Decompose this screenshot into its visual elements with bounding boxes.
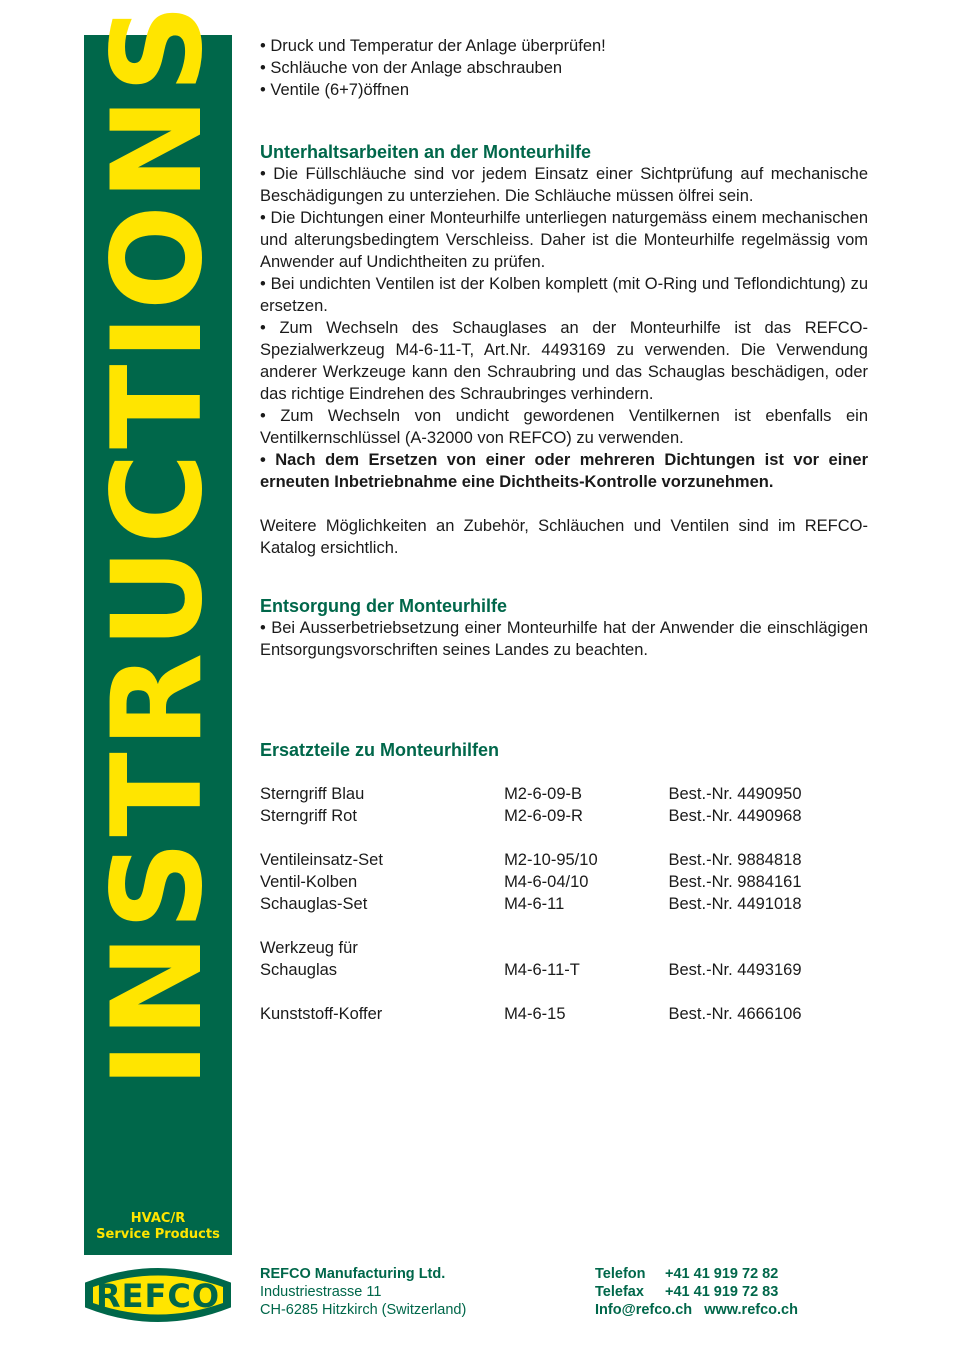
part-name: Ventileinsatz-Set xyxy=(260,851,383,869)
part-name: Schauglas xyxy=(260,961,338,979)
part-code: M4-6-11-T xyxy=(504,961,580,979)
intro-list xyxy=(260,35,868,101)
table-row xyxy=(260,937,868,959)
company-name: REFCO Manufacturing Ltd. xyxy=(260,1266,446,1282)
order-number: Best.-Nr. 9884161 xyxy=(668,873,802,891)
part-code: M2-10-95/10 xyxy=(504,851,598,869)
order-number: Best.-Nr. 4493169 xyxy=(668,961,802,979)
parts-table xyxy=(260,783,868,1025)
brand-tagline xyxy=(84,1211,232,1243)
table-row xyxy=(260,849,868,871)
website-link[interactable]: www.refco.ch xyxy=(704,1302,798,1318)
part-name: Kunststoff-Koffer xyxy=(260,1005,383,1023)
phone-line xyxy=(595,1265,798,1283)
part-name xyxy=(260,827,504,849)
part-name xyxy=(260,915,504,937)
part-name: Sterngriff Blau xyxy=(260,785,365,803)
order-number: Best.-Nr. 4491018 xyxy=(668,895,802,913)
part-code: M4-6-04/10 xyxy=(504,873,589,891)
main-content xyxy=(260,35,868,1025)
catalog-note: Weitere Möglichkeiten an Zubehör, Schläuchen und Ventilen sind im REFCO-Katalog ersichtlich. xyxy=(260,517,868,557)
maintenance-warning: • Nach dem Ersetzen von einer oder mehreren Dichtungen ist vor einer erneuten Inbetriebnahme eine Dichtheits-Kontrolle vorzunehmen. xyxy=(260,451,868,491)
list-item: • Ventile (6+7)öffnen xyxy=(260,81,410,99)
tagline-line-1: HVAC/R xyxy=(130,1211,186,1226)
list-item: • Druck und Temperatur der Anlage überprüfen! xyxy=(260,37,606,55)
part-code: M2-6-09-B xyxy=(504,785,583,803)
refco-logo-text: REFCO xyxy=(95,1277,221,1315)
part-code: M2-6-09-R xyxy=(504,807,583,825)
table-row xyxy=(260,981,868,1003)
order-number xyxy=(669,937,869,959)
parts-heading: Ersatzteile zu Monteurhilfen xyxy=(260,740,500,760)
order-number xyxy=(669,827,869,849)
part-code xyxy=(504,937,668,959)
order-number: Best.-Nr. 4490968 xyxy=(668,807,802,825)
phone-number: +41 41 919 72 82 xyxy=(665,1266,779,1282)
table-row xyxy=(260,1003,868,1025)
email-link[interactable]: Info@refco.ch xyxy=(595,1302,693,1318)
part-name xyxy=(260,981,504,1003)
maintenance-paragraph: • Die Dichtungen einer Monteurhilfe unterliegen naturgemäss einem mechanischen und alterungsbedingtem Verschleiss. Daher ist die Monteurhilfe regelmässig vom Anwender auf Undichtheiten zu prüfen. xyxy=(260,209,868,271)
order-number: Best.-Nr. 4666106 xyxy=(668,1005,802,1023)
sidebar-title: INSTRUCTIONS xyxy=(86,0,230,1088)
order-number: Best.-Nr. 4490950 xyxy=(668,785,802,803)
web-line xyxy=(595,1301,798,1319)
maintenance-paragraph: • Die Füllschläuche sind vor jedem Einsatz einer Sichtprüfung auf mechanische Beschädigungen zu unterziehen. Die Schläuche müssen ölfrei sein. xyxy=(260,165,868,205)
part-code xyxy=(504,915,668,937)
order-number xyxy=(669,915,869,937)
table-row xyxy=(260,783,868,805)
footer-contact xyxy=(595,1265,798,1319)
part-name: Sterngriff Rot xyxy=(260,807,357,825)
tagline-line-2: Service Products xyxy=(96,1227,220,1242)
fax-number: +41 41 919 72 83 xyxy=(665,1284,779,1300)
table-row xyxy=(260,959,868,981)
list-item: • Schläuche von der Anlage abschrauben xyxy=(260,59,563,77)
footer-address xyxy=(260,1265,466,1319)
maintenance-heading: Unterhaltsarbeiten an der Monteurhilfe xyxy=(260,142,592,162)
part-name: Schauglas-Set xyxy=(260,895,368,913)
fax-label: Telefax xyxy=(595,1284,644,1300)
maintenance-paragraph: • Zum Wechseln von undicht gewordenen Ventilkernen ist ebenfalls ein Ventilkernschlüssel (A-32000 von REFCO) zu verwenden. xyxy=(260,407,868,447)
fax-line xyxy=(595,1283,798,1301)
table-row xyxy=(260,827,868,849)
street-address: Industriestrasse 11 xyxy=(260,1284,382,1300)
city-address: CH-6285 Hitzkirch (Switzerland) xyxy=(260,1302,467,1318)
part-code: M4-6-11 xyxy=(504,895,565,913)
table-row xyxy=(260,805,868,827)
refco-logo xyxy=(83,1262,233,1328)
order-number xyxy=(669,981,869,1003)
disposal-heading: Entsorgung der Monteurhilfe xyxy=(260,596,507,616)
order-number: Best.-Nr. 9884818 xyxy=(668,851,802,869)
part-code xyxy=(504,981,668,1003)
maintenance-paragraph: • Bei undichten Ventilen ist der Kolben komplett (mit O-Ring und Teflondichtung) zu ersetzen. xyxy=(260,275,868,315)
table-row xyxy=(260,893,868,915)
disposal-paragraph: • Bei Ausserbetriebsetzung einer Monteurhilfe hat der Anwender die einschlägigen Entsorgungsvorschriften seines Landes zu beachten. xyxy=(260,619,868,659)
part-name: Ventil-Kolben xyxy=(260,873,358,891)
table-row xyxy=(260,915,868,937)
phone-label: Telefon xyxy=(595,1266,646,1282)
part-code: M4-6-15 xyxy=(504,1005,566,1023)
maintenance-paragraph: • Zum Wechseln des Schauglases an der Monteurhilfe ist das REFCO-Spezialwerkzeug M4-6-11-T, Art.Nr. 4493169 zu verwenden. Die Verwendung anderer Werkzeuge kann den Schraubring und das Schauglas beschädigen, oder das richtige Eindrehen des Schraubringes verhindern. xyxy=(260,319,868,403)
part-code xyxy=(504,827,668,849)
part-name: Werkzeug für xyxy=(260,939,358,957)
table-row xyxy=(260,871,868,893)
